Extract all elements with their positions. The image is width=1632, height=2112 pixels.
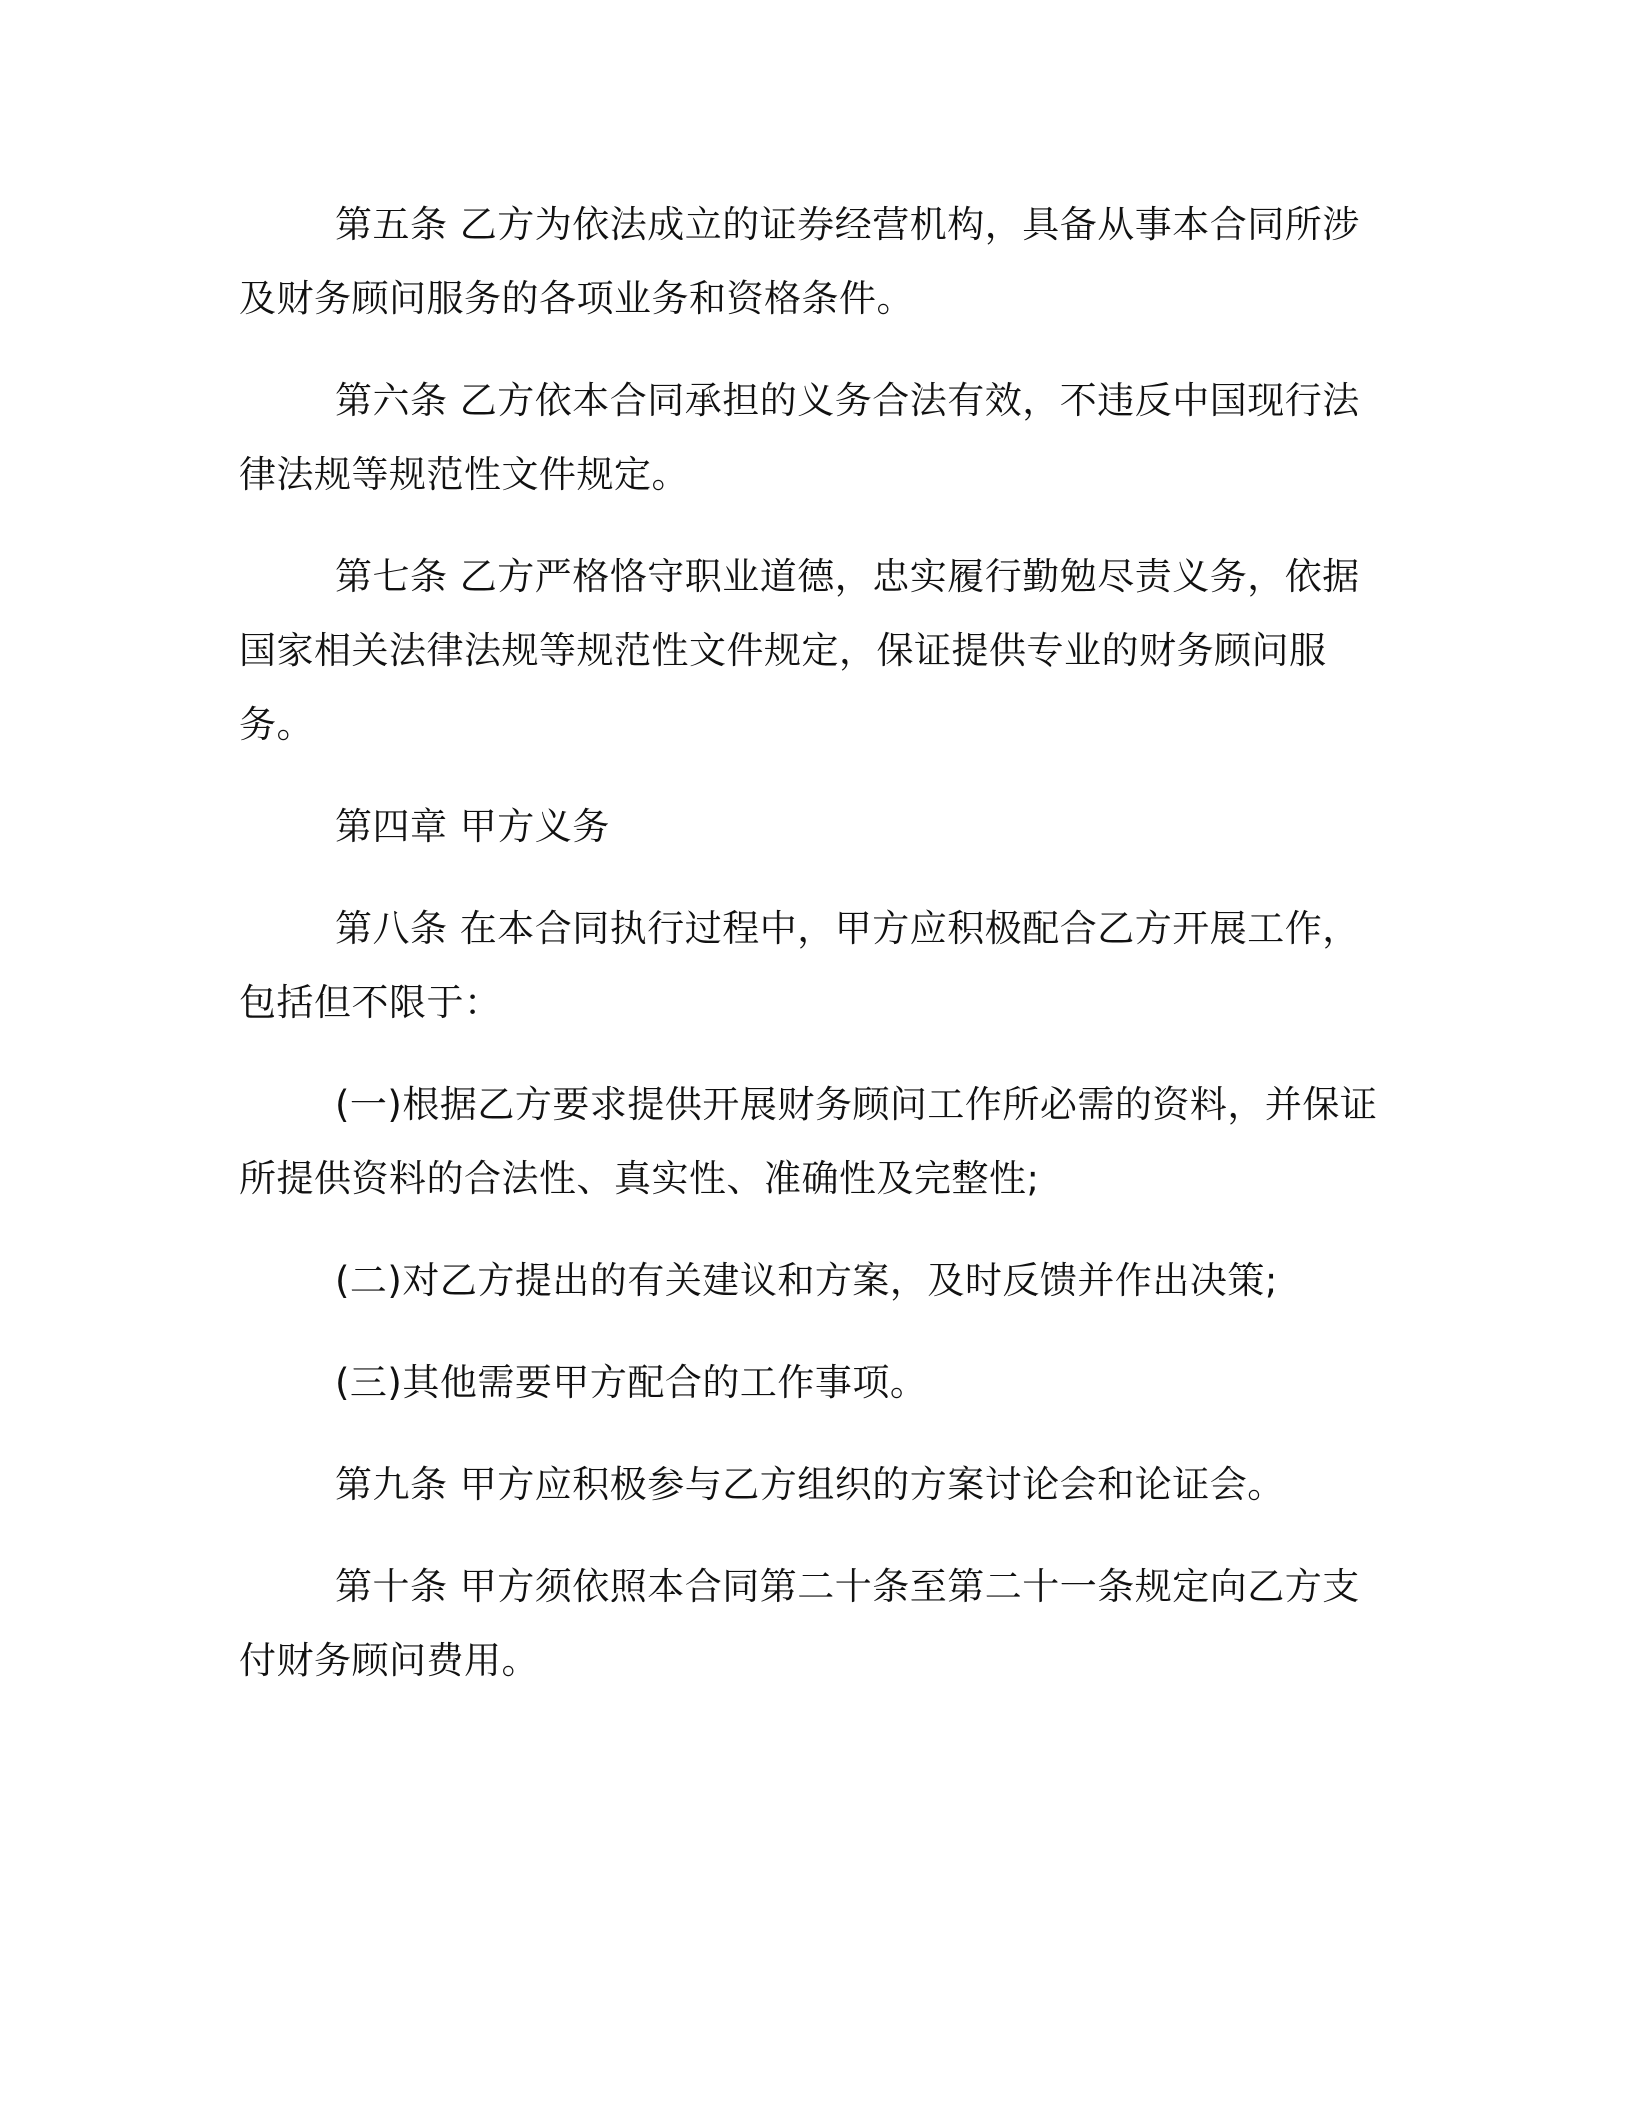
document-body	[239, 188, 1379, 1698]
article-8-item-1: (一)根据乙方要求提供开展财务顾问工作所必需的资料，并保证所提供资料的合法性、真实性、准确性及完整性;	[239, 1083, 1378, 1200]
paragraph-gap	[239, 1318, 1379, 1346]
paragraph-gap	[239, 512, 1379, 540]
article-9: 第九条 甲方应积极参与乙方组织的方案讨论会和论证会。	[335, 1463, 1285, 1506]
article-8: 第八条 在本合同执行过程中，甲方应积极配合乙方开展工作，包括但不限于：	[239, 907, 1360, 1024]
article-5: 第五条 乙方为依法成立的证券经营机构，具备从事本合同所涉及财务顾问服务的各项业务和资格条件。	[239, 203, 1360, 320]
paragraph-gap	[239, 336, 1379, 364]
paragraph-gap	[239, 762, 1379, 790]
paragraph-gap	[239, 1216, 1379, 1244]
paragraph-gap	[239, 864, 1379, 892]
article-8-item-3: (三)其他需要甲方配合的工作事项。	[335, 1361, 928, 1404]
paragraph-gap	[239, 1522, 1379, 1550]
paragraph-gap	[239, 1420, 1379, 1448]
paragraph-gap	[239, 1040, 1379, 1068]
chapter-4-heading: 第四章 甲方义务	[335, 805, 610, 848]
article-10: 第十条 甲方须依照本合同第二十条至第二十一条规定向乙方支付财务顾问费用。	[239, 1565, 1360, 1682]
article-8-item-2: (二)对乙方提出的有关建议和方案，及时反馈并作出决策;	[335, 1259, 1278, 1302]
article-6: 第六条 乙方依本合同承担的义务合法有效，不违反中国现行法律法规等规范性文件规定。	[239, 379, 1360, 496]
article-7: 第七条 乙方严格恪守职业道德，忠实履行勤勉尽责义务，依据国家相关法律法规等规范性文件规定，保证提供专业的财务顾问服务。	[239, 555, 1360, 746]
